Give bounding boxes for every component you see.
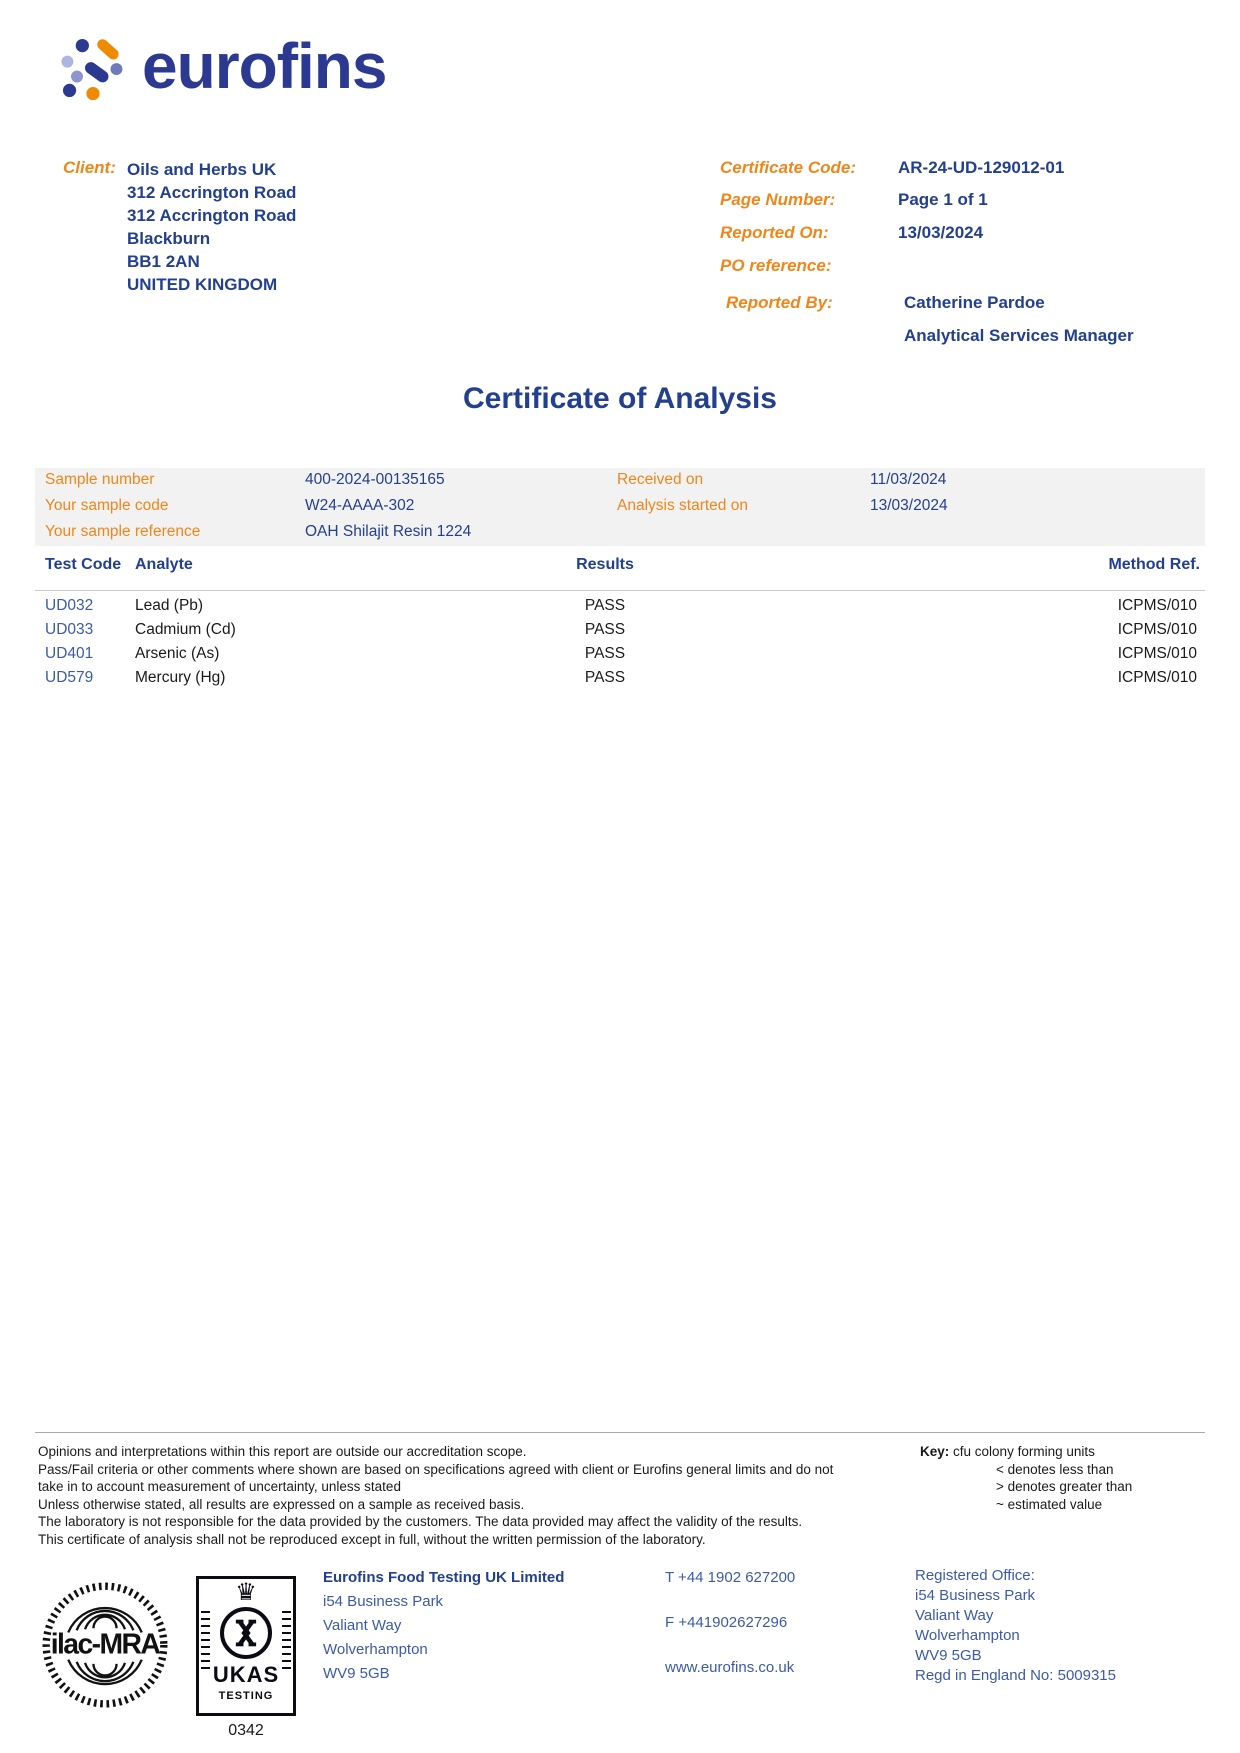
disclaimer-line: This certificate of analysis shall not be reproduced except in full, without the written permission of the laboratory. <box>38 1531 706 1547</box>
ilac-mra-text: ilac-MRA <box>50 1628 160 1661</box>
page-number-value: Page 1 of 1 <box>898 190 988 209</box>
sample-reference-label: Your sample reference <box>45 523 201 540</box>
certificate-code-value: AR-24-UD-129012-01 <box>898 158 1065 177</box>
ilac-mra-logo <box>42 1582 168 1708</box>
page-number-label: Page Number: <box>720 190 836 209</box>
header-analyte: Analyte <box>135 556 193 573</box>
disclaimer-line: take in to account measurement of uncertainty, unless stated <box>38 1479 401 1494</box>
disclaimer-block <box>38 1443 918 1548</box>
ukas-ticks-right <box>282 1611 291 1669</box>
header-method-ref: Method Ref. <box>1108 556 1200 573</box>
analyte-cell: Mercury (Hg) <box>135 669 226 686</box>
key-item: < denotes less than <box>996 1461 1114 1477</box>
sample-info-row <box>35 497 1205 520</box>
meta-reported-on <box>720 223 1210 245</box>
client-country: UNITED KINGDOM <box>127 275 278 294</box>
test-code-cell: UD032 <box>45 597 94 614</box>
result-cell: PASS <box>584 669 626 686</box>
phone-number: T +44 1902 627200 <box>665 1569 796 1586</box>
table-row <box>35 669 1205 693</box>
document-title: Certificate of Analysis <box>463 382 777 415</box>
sample-number-value: 400-2024-00135165 <box>305 471 445 488</box>
ukas-accreditation-number: 0342 <box>228 1722 264 1739</box>
client-postcode: BB1 2AN <box>127 252 200 271</box>
reported-by-label: Reported By: <box>726 293 833 312</box>
key-block <box>920 1443 1220 1513</box>
footer-divider <box>35 1432 1205 1433</box>
fax-number: F +441902627296 <box>665 1614 788 1631</box>
eurofins-logo-text: eurofins <box>142 30 387 102</box>
ukas-testing-label: TESTING <box>218 1690 274 1702</box>
registered-address-line: Wolverhampton <box>915 1627 1020 1644</box>
analysis-started-value: 13/03/2024 <box>870 497 948 514</box>
key-items <box>996 1461 1220 1514</box>
website-link: www.eurofins.co.uk <box>665 1659 795 1676</box>
ukas-logo <box>196 1576 296 1716</box>
crown-icon: ♛ <box>235 1579 257 1606</box>
table-row <box>35 621 1205 645</box>
disclaimer-line: The laboratory is not responsible for the data provided by the customers. The data provided may affect the validity of the results. <box>38 1514 803 1529</box>
meta-reported-by <box>720 293 1210 315</box>
company-address-block <box>323 1566 564 1686</box>
key-item: ~ estimated value <box>996 1496 1103 1512</box>
method-cell: ICPMS/010 <box>1117 645 1197 662</box>
registered-office-block <box>915 1566 1116 1686</box>
results-table-header <box>35 556 1205 578</box>
received-on-value: 11/03/2024 <box>870 471 947 488</box>
reported-on-label: Reported On: <box>720 223 829 242</box>
client-address-1: 312 Accrington Road <box>127 183 297 202</box>
test-code-cell: UD579 <box>45 669 94 686</box>
received-on-label: Received on <box>617 471 704 488</box>
sample-number-label: Sample number <box>45 471 155 488</box>
contact-block <box>665 1566 795 1680</box>
key-label: Key: <box>920 1444 950 1459</box>
registered-address-line: Regd in England No: 5009315 <box>915 1667 1116 1684</box>
meta-page-number <box>720 190 1210 212</box>
result-cell: PASS <box>584 597 626 614</box>
key-intro: cfu colony forming units <box>953 1444 1095 1459</box>
company-address-line: WV9 5GB <box>323 1665 390 1682</box>
disclaimer-line: Pass/Fail criteria or other comments where shown are based on specifications agreed with client or Eurofins general limits and do not <box>38 1461 834 1477</box>
test-code-cell: UD401 <box>45 645 94 662</box>
registered-address-line: Valiant Way <box>915 1607 994 1624</box>
disclaimer-line: Opinions and interpretations within this report are outside our accreditation scope. <box>38 1444 527 1459</box>
reported-by-value: Catherine Pardoe <box>904 293 1045 312</box>
method-cell: ICPMS/010 <box>1117 621 1197 638</box>
analysis-started-label: Analysis started on <box>617 497 748 514</box>
sample-code-label: Your sample code <box>45 497 169 514</box>
po-reference-label: PO reference: <box>720 256 832 275</box>
analyte-cell: Cadmium (Cd) <box>135 621 236 638</box>
method-cell: ICPMS/010 <box>1117 669 1197 686</box>
ukas-emblem-icon <box>220 1607 272 1659</box>
key-item: > denotes greater than <box>996 1479 1133 1494</box>
table-row <box>35 645 1205 669</box>
registered-office-title: Registered Office: <box>915 1567 1035 1584</box>
header-results: Results <box>576 556 634 573</box>
analyte-cell: Arsenic (As) <box>135 645 220 662</box>
eurofins-logo <box>58 30 387 102</box>
meta-po-reference <box>720 256 1210 278</box>
method-cell: ICPMS/010 <box>1117 597 1197 614</box>
company-name: Eurofins Food Testing UK Limited <box>323 1569 565 1586</box>
test-code-cell: UD033 <box>45 621 94 638</box>
results-table-body <box>35 597 1205 693</box>
disclaimer-line: Unless otherwise stated, all results are expressed on a sample as received basis. <box>38 1496 525 1512</box>
sample-info-row <box>35 471 1205 494</box>
company-address-line: Valiant Way <box>323 1617 402 1634</box>
client-label: Client: <box>63 158 116 177</box>
reporter-title-value: Analytical Services Manager <box>904 326 1134 345</box>
company-address-line: Wolverhampton <box>323 1641 428 1658</box>
client-city: Blackburn <box>127 229 211 248</box>
meta-reporter-title <box>720 326 1210 348</box>
client-name: Oils and Herbs UK <box>127 160 277 179</box>
client-address-block <box>127 158 296 296</box>
sample-info-row <box>35 523 1205 546</box>
table-row <box>35 597 1205 621</box>
analyte-cell: Lead (Pb) <box>135 597 204 614</box>
certificate-code-label: Certificate Code: <box>720 158 857 177</box>
ukas-ticks-left <box>201 1611 210 1669</box>
header-test-code: Test Code <box>45 556 122 573</box>
eurofins-molecule-icon <box>58 36 128 100</box>
reported-on-value: 13/03/2024 <box>898 223 984 242</box>
sample-reference-value: OAH Shilajit Resin 1224 <box>305 523 472 540</box>
result-cell: PASS <box>584 645 626 662</box>
sample-code-value: W24-AAAA-302 <box>305 497 415 514</box>
client-address-2: 312 Accrington Road <box>127 206 297 225</box>
meta-certificate-code <box>720 158 1210 180</box>
results-table-divider <box>35 590 1205 591</box>
registered-address-line: i54 Business Park <box>915 1587 1036 1604</box>
sample-info-block <box>35 468 1205 546</box>
registered-address-line: WV9 5GB <box>915 1647 982 1664</box>
result-cell: PASS <box>584 621 626 638</box>
ukas-name: UKAS <box>212 1662 280 1687</box>
company-address-line: i54 Business Park <box>323 1593 444 1610</box>
